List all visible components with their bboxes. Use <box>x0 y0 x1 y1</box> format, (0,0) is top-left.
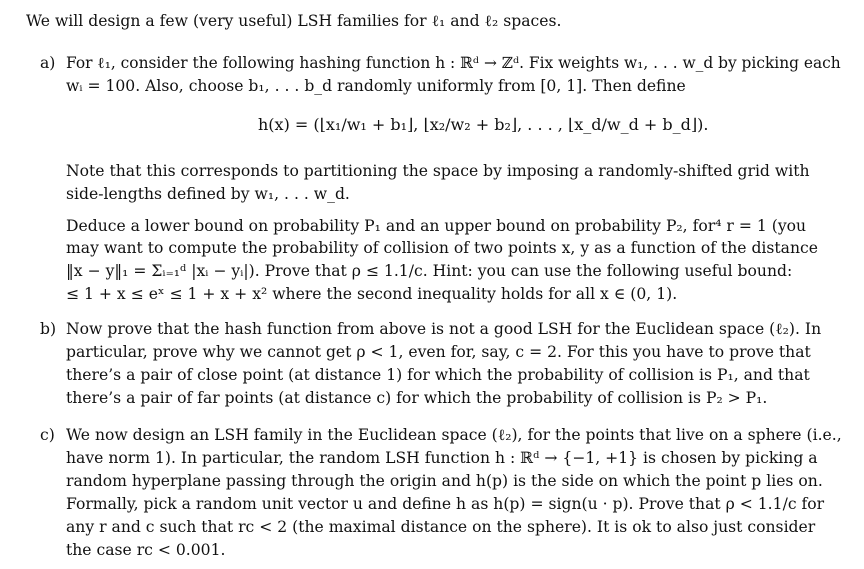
part-b-line-3: there’s a pair of close point (at distance 1) for which the probability of collision is P₁, and that <box>66 366 810 384</box>
part-a-deduce-3: ‖x − y‖₁ = Σᵢ₌₁ᵈ |xᵢ − yᵢ|). Prove that ρ ≤ 1.1/c. Hint: you can use the following useful bound: <box>66 262 793 280</box>
part-c-line-1: We now design an LSH family in the Euclidean space (ℓ₂), for the points that live on a sphere (i.e., <box>66 426 842 444</box>
part-b-line-4: there’s a pair of far points (at distance c) for which the probability of collision is P₂ > P₁. <box>66 389 768 407</box>
part-c-line-5: any r and c such that rc < 2 (the maximal distance on the sphere). It is ok to also just consider <box>66 518 816 536</box>
hash-equation: h(x) = (⌊x₁/w₁ + b₁⌋, ⌊x₂/w₂ + b₂⌋, . . . , ⌊x_d/w_d + b_d⌋). <box>258 115 709 134</box>
part-a-deduce-2: may want to compute the probability of collision of two points x, y as a function of the distance <box>66 239 818 257</box>
part-b-label: b) <box>40 320 57 338</box>
part-c-line-2: have norm 1). In particular, the random LSH function h : ℝᵈ → {−1, +1} is chosen by picking a <box>66 449 818 467</box>
part-a-note-2: side-lengths defined by w₁, . . . w_d. <box>66 185 350 203</box>
part-a-note-1: Note that this corresponds to partitioning the space by imposing a randomly-shifted grid with <box>66 162 810 180</box>
part-c-line-4: Formally, pick a random unit vector u and define h as h(p) = sign(u · p). Prove that ρ < 1.1/c for <box>66 495 825 513</box>
part-c-label: c) <box>40 426 55 444</box>
part-a-label: a) <box>40 54 56 72</box>
part-b-line-1: Now prove that the hash function from above is not a good LSH for the Euclidean space (ℓ₂). In <box>66 320 822 338</box>
part-c-line-3: random hyperplane passing through the origin and h(p) is the side on which the point p lies on. <box>66 472 823 490</box>
part-c-line-6: the case rc < 0.001. <box>66 541 226 559</box>
part-a-line-1: For ℓ₁, consider the following hashing function h : ℝᵈ → ℤᵈ. Fix weights w₁, . . . w_d by picking each <box>66 54 841 72</box>
part-a-deduce-4: ≤ 1 + x ≤ eˣ ≤ 1 + x + x² where the second inequality holds for all x ∈ (0, 1). <box>66 285 678 303</box>
intro-text: We will design a few (very useful) LSH families for ℓ₁ and ℓ₂ spaces. <box>26 12 562 30</box>
part-a-line-2: wᵢ = 100. Also, choose b₁, . . . b_d randomly uniformly from [0, 1]. Then define <box>66 77 686 95</box>
part-b-line-2: particular, prove why we cannot get ρ < 1, even for, say, c = 2. For this you have to prove that <box>66 343 811 361</box>
part-a-deduce-1: Deduce a lower bound on probability P₁ and an upper bound on probability P₂, for⁴ r = 1 (you <box>66 217 807 235</box>
